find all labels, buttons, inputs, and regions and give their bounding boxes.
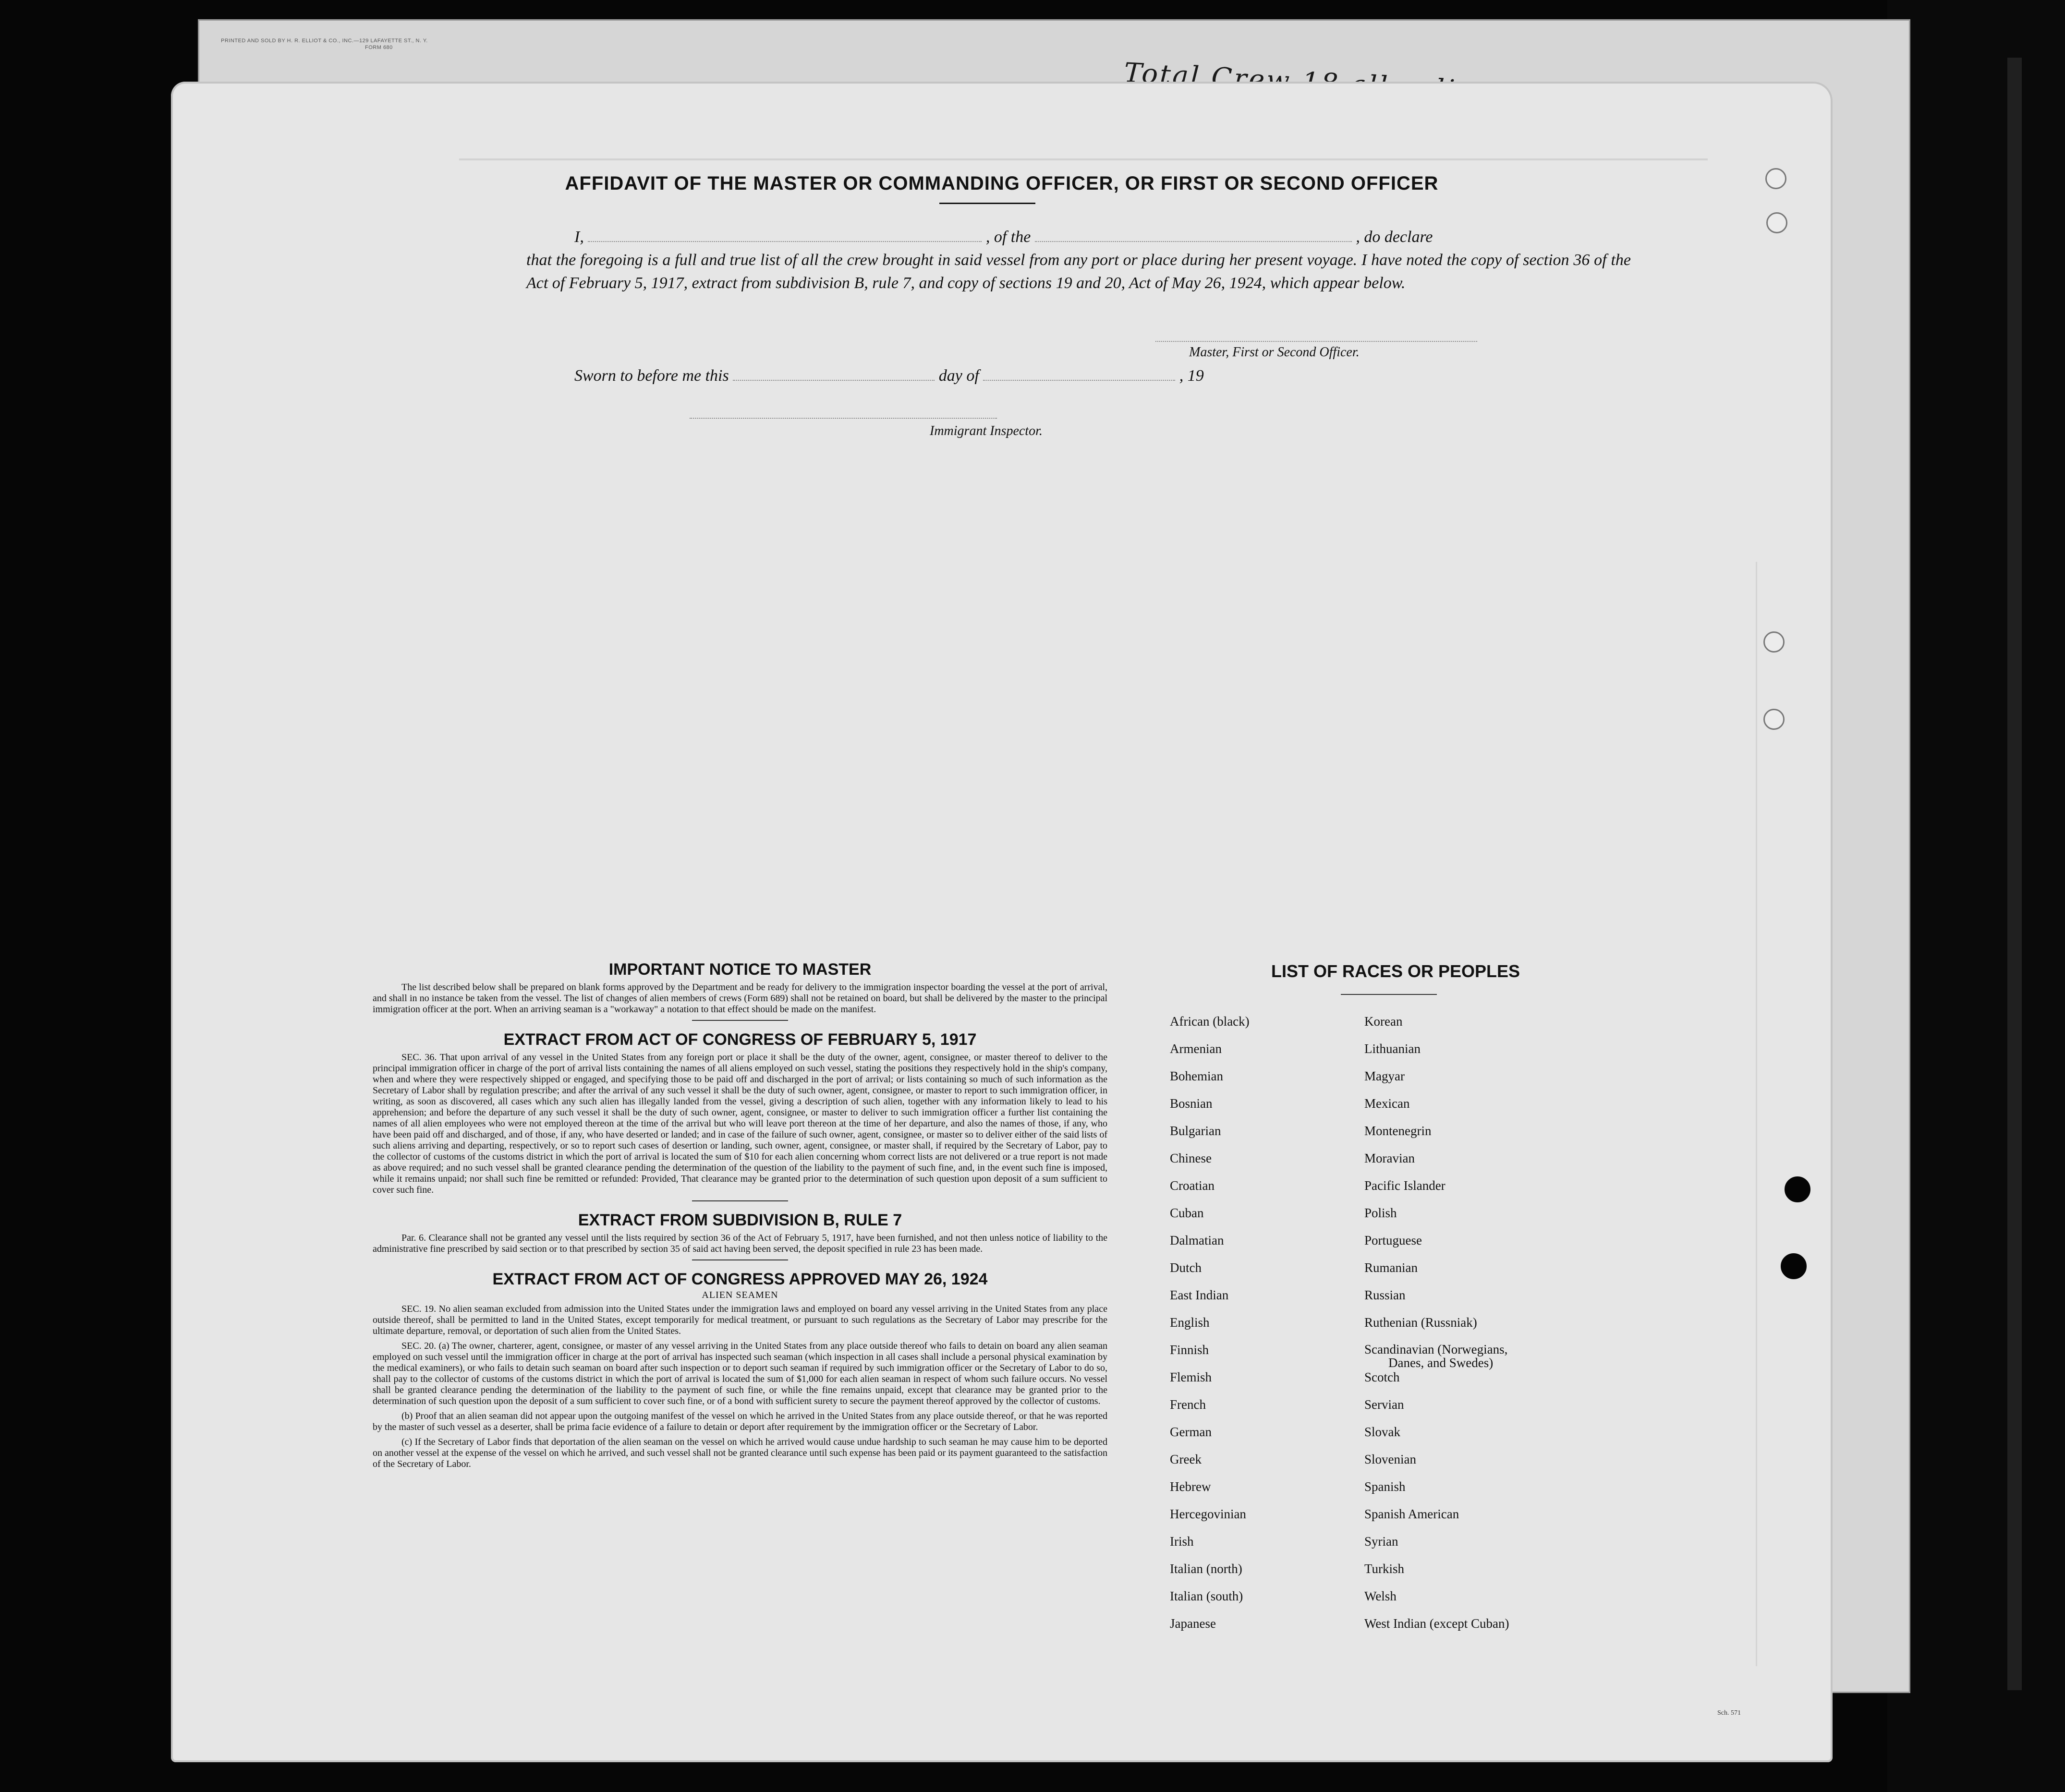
race-item: Flemish — [1170, 1370, 1212, 1384]
vessel-prefix: , of the — [985, 228, 1031, 246]
race-item: Slovenian — [1364, 1452, 1416, 1466]
race-item: Dalmatian — [1170, 1233, 1224, 1247]
inspector-caption: Immigrant Inspector. — [930, 424, 1043, 438]
extract-1917-title: EXTRACT FROM ACT OF CONGRESS OF FEBRUARY 5, 1917 — [503, 1030, 977, 1049]
sworn-day-of: day of — [938, 367, 979, 385]
race-item: Welsh — [1364, 1589, 1397, 1603]
races-right-column — [1364, 1014, 1509, 1644]
race-item: Hercegovinian — [1170, 1507, 1246, 1521]
race-item: Cuban — [1170, 1206, 1204, 1220]
race-item: Dutch — [1170, 1260, 1202, 1275]
race-item: Korean — [1364, 1014, 1403, 1029]
bleed-through-marks — [459, 139, 1708, 160]
extract-1924-sec20b: (b) Proof that an alien seaman did not appear upon the outgoing manifest of the vessel on which he arrived in the United States from any place outside thereof, or that he was reported by the master of such vessel as a deserter, shall be prima facie evidence of a failure to detain or deport after requirement by the immigration officer or the Secretary of Labor. — [373, 1411, 1107, 1432]
race-item: Irish — [1170, 1534, 1194, 1549]
race-item: West Indian (except Cuban) — [1364, 1616, 1509, 1631]
affidavit-paragraph: that the foregoing is a full and true list of all the crew brought in said vessel from any port or place during her present voyage. I have noted the copy of section 36 of the Act of February 5, 1917, extract from subdivision B, rule 7, and copy of sections 19 and 20, Act of May 26, 1924, which appear below. — [526, 251, 1631, 292]
printer-imprint — [221, 37, 557, 51]
printer-line-2: FORM 680 — [365, 45, 393, 50]
sworn-year: , 19 — [1179, 367, 1204, 385]
races-title: LIST OF RACES OR PEOPLES — [1271, 961, 1520, 981]
race-item: Montenegrin — [1364, 1124, 1432, 1138]
form-sheet — [171, 82, 1833, 1762]
master-signature-field[interactable] — [1155, 341, 1477, 342]
race-item: Polish — [1364, 1206, 1397, 1220]
title-rule — [939, 203, 1035, 204]
race-item: Spanish — [1364, 1479, 1406, 1494]
race-item: Spanish American — [1364, 1507, 1459, 1521]
race-item: Portuguese — [1364, 1233, 1422, 1247]
schedule-number: Sch. 571 — [1717, 1709, 1741, 1717]
race-item: Servian — [1364, 1397, 1404, 1412]
race-item: Moravian — [1364, 1151, 1415, 1165]
race-item: Croatian — [1170, 1178, 1215, 1193]
race-item: Finnish — [1170, 1343, 1209, 1357]
race-item: Syrian — [1364, 1534, 1398, 1549]
extract-rule7-text: Par. 6. Clearance shall not be granted any vessel until the lists required by section 36 of the Act of February 5, 1917, have been furnished, and not then unless notice of liability to the administrative fine prescribed by said section or to that prescribed by section 35 of said act having been served, the deposit specified in rule 23 has been made. — [373, 1233, 1107, 1254]
sworn-day-field[interactable] — [733, 380, 935, 381]
race-item: Ruthenian (Russniak) — [1364, 1315, 1477, 1330]
inspector-signature-field[interactable] — [690, 418, 997, 419]
punch-hole — [1781, 1253, 1807, 1279]
race-item: Japanese — [1170, 1616, 1216, 1631]
extract-1924-subtitle: ALIEN SEAMEN — [702, 1290, 778, 1300]
race-item: Slovak — [1364, 1425, 1401, 1439]
extract-1924-sec19: SEC. 19. No alien seaman excluded from admission into the United States under the immigration laws and employed on board any vessel arriving in the United States from any place outside thereof, shall be permitted to land in the United States, except temporarily for medical treatment, or pursuant to such regulations as the Secretary of Labor may prescribe for the ultimate departure, removal, or deportation of such alien from the United States. — [373, 1304, 1107, 1336]
races-rule — [1341, 994, 1437, 995]
section-rule — [692, 1020, 788, 1021]
scanner-background — [1887, 0, 2065, 1792]
race-item: Chinese — [1170, 1151, 1212, 1165]
race-item: Hebrew — [1170, 1479, 1211, 1494]
extract-rule7-title: EXTRACT FROM SUBDIVISION B, RULE 7 — [578, 1211, 902, 1229]
race-item: Russian — [1364, 1288, 1406, 1302]
declarant-name-field[interactable] — [588, 241, 982, 242]
punch-hole — [1763, 631, 1785, 653]
extract-1924-sec20c: (c) If the Secretary of Labor finds that deportation of the alien seaman on the vessel on which he arrived would cause undue hardship to such seaman he may cause him to be deported on another vessel at the expense of the vessel on which he arrived, and such vessel shall not be granted clearance until such expense has been paid or its payment guaranteed to the satisfaction of the Secretary of Labor. — [373, 1437, 1107, 1469]
punch-hole — [1785, 1176, 1810, 1202]
race-item: Turkish — [1364, 1562, 1405, 1576]
declaration-line — [574, 228, 1631, 246]
race-item: Mexican — [1364, 1096, 1410, 1111]
races-left-column — [1170, 1014, 1250, 1644]
printer-line-1: PRINTED AND SOLD BY H. R. ELLIOT & CO., INC.—129 LAFAYETTE ST., N. Y. — [221, 38, 428, 44]
race-item: Bulgarian — [1170, 1124, 1221, 1138]
extract-1917-text: SEC. 36. That upon arrival of any vessel in the United States from any foreign port or place it shall be the duty of the owner, agent, consignee, or master thereof to deliver to the principal immigration officer in charge of the port of arrival lists containing the names of all aliens employed on such vessel, stating the positions they respectively hold in the ship's company, when and where they were respectively shipped or engaged, and specifying those to be paid off and discharged in the port of arrival; or lists containing so much of such information as the Secretary of Labor shall by regulation prescribe; and after the arrival of any such vessel it shall be the duty of such owner, agent, consignee, or master to report to such immigration officer, in writing, as soon as discovered, all cases which any such alien has illegally landed from the vessel, giving a description of such alien, together with any information likely to lead to his apprehension; and before the departure of any such vessel it shall be the duty of such owner, agent, consignee, or master to deliver to such immigration officer a further list containing the names of all alien employees who were not employed thereon at the time of the arrival but who will leave port thereon at the time of her departure, and also the names of those, if any, who have been paid off and discharged, and of those, if any, who have deserted or landed; and in case of the failure of such owner, agent, consignee, or master so to deliver either of the said lists of such aliens arriving and departing, respectively, or so to report such cases of desertion or landing, such owner, agent, consignee, or master shall, if required by the Secretary of Labor, pay to the collector of customs of the customs district in which the port of arrival is located the sum of $10 for each alien concerning whom correct lists are not delivered or a true report is not made as above required; and no such vessel shall be granted clearance pending the determination of the question of the liability to the payment of such fine, and, in the event such fine is imposed, while it remains unpaid; nor shall such fine be remitted or refunded: Provided, That clearance may be granted prior to the determination of such question upon deposit of a sum sufficient to cover such fine. — [373, 1052, 1107, 1195]
race-item-line1: Scandinavian (Norwegians, — [1364, 1342, 1508, 1356]
race-item: Italian (south) — [1170, 1589, 1243, 1603]
race-item-line2: Danes, and Swedes) — [1388, 1356, 1494, 1370]
scanner-edge — [2007, 58, 2022, 1690]
section-rule — [692, 1200, 788, 1201]
race-item: English — [1170, 1315, 1210, 1330]
legal-notices — [373, 960, 1107, 1474]
sworn-prefix: Sworn to before me this — [574, 367, 729, 385]
section-rule — [692, 1259, 788, 1260]
race-item: Armenian — [1170, 1041, 1222, 1056]
notice-text: The list described below shall be prepared on blank forms approved by the Department and be ready for delivery to the immigration inspector boarding the vessel at the port of arrival, and shall in no instance be taken from the vessel. The list of changes of alien members of crews (Form 689) shall not be retained on board, but shall be delivered by the master to the principal immigration officer at the port. When an arriving seaman is a "workaway" a notation to that effect should be made on the manifest. — [373, 982, 1107, 1015]
race-item: Bohemian — [1170, 1069, 1223, 1083]
vessel-name-field[interactable] — [1035, 241, 1352, 242]
sworn-month-field[interactable] — [983, 380, 1175, 381]
race-item: French — [1170, 1397, 1206, 1412]
race-item: Greek — [1170, 1452, 1202, 1466]
declarant-prefix: I, — [574, 228, 584, 246]
extract-1924-title: EXTRACT FROM ACT OF CONGRESS APPROVED MAY 26, 1924 — [492, 1270, 988, 1288]
race-item: Bosnian — [1170, 1096, 1213, 1111]
notice-title: IMPORTANT NOTICE TO MASTER — [608, 960, 872, 979]
race-item: Lithuanian — [1364, 1041, 1421, 1056]
race-item: African (black) — [1170, 1014, 1250, 1029]
race-item: Rumanian — [1364, 1260, 1418, 1275]
race-item: Italian (north) — [1170, 1562, 1242, 1576]
punch-hole — [1763, 709, 1785, 730]
sworn-line — [574, 367, 1535, 385]
declare-suffix: , do declare — [1356, 228, 1433, 246]
race-item: Pacific Islander — [1364, 1178, 1446, 1193]
race-item: East Indian — [1170, 1288, 1229, 1302]
race-item: Scotch — [1364, 1370, 1400, 1384]
race-item: Magyar — [1364, 1069, 1405, 1083]
master-caption: Master, First or Second Officer. — [1189, 345, 1360, 360]
extract-1924-sec20a: SEC. 20. (a) The owner, charterer, agent, consignee, or master of any vessel arriving in the United States from any place outside thereof who fails to detain on board any alien seaman employed on such vessel until the immigration officer in charge at the port of arrival has inspected such seaman (which inspection in all cases shall include a personal physical examination by the medical examiners), or who fails to detain such seaman on board after such inspection or to deport such seaman if required by such immigration officer or the Secretary of Labor to do so, shall pay to the collector of customs of the customs district in which the port of arrival is located the sum of $1,000 for each alien seaman in respect of whom such failure occurs. No vessel shall be granted clearance pending the determination of the liability to the payment of such fine, or while the fine remains unpaid, except that clearance may be granted prior to the determination of such question upon the deposit of a sum sufficient to cover such fine, or of a bond with sufficient surety to secure the payment thereof approved by the collector of customs. — [373, 1341, 1107, 1406]
race-item: German — [1170, 1425, 1212, 1439]
affidavit-title: AFFIDAVIT OF THE MASTER OR COMMANDING OFFICER, OR FIRST OR SECOND OFFICER — [565, 173, 1439, 194]
race-item — [1364, 1343, 1509, 1370]
punch-hole — [1766, 212, 1787, 233]
